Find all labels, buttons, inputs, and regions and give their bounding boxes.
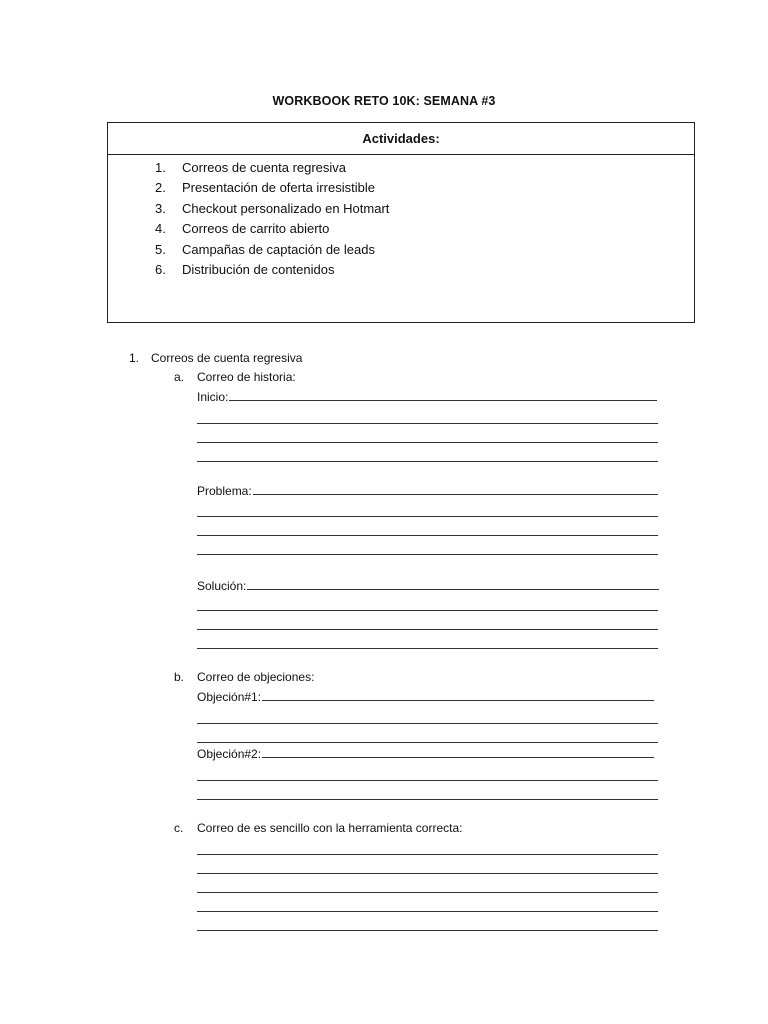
answer-line[interactable] <box>197 610 658 611</box>
answer-line[interactable] <box>197 442 658 443</box>
item-number: 3. <box>155 200 166 216</box>
answer-line[interactable] <box>197 516 658 517</box>
inicio-field[interactable] <box>197 388 657 404</box>
section-1-title <box>129 351 302 365</box>
answer-line[interactable] <box>197 873 658 874</box>
subsection-letter: b. <box>174 670 185 684</box>
answer-line[interactable] <box>197 892 658 893</box>
item-label: Campañas de captación de leads <box>182 241 375 257</box>
answer-line[interactable] <box>197 723 658 724</box>
objecion-1-field[interactable] <box>197 688 654 704</box>
item-number: 4. <box>155 221 166 237</box>
answer-line[interactable] <box>197 930 658 931</box>
problema-label: Problema: <box>197 484 252 498</box>
section-number: 1. <box>129 351 140 365</box>
answer-line[interactable] <box>197 535 658 536</box>
activities-header: Actividades: <box>108 123 694 155</box>
objecion-2-line[interactable] <box>262 757 654 758</box>
subsection-b <box>174 670 314 684</box>
workbook-title: WORKBOOK RETO 10K: SEMANA #3 <box>272 94 496 108</box>
section-label: Correos de cuenta regresiva <box>151 351 303 365</box>
item-label: Presentación de oferta irresistible <box>182 180 375 196</box>
answer-line[interactable] <box>197 799 658 800</box>
item-number: 5. <box>155 241 166 257</box>
answer-line[interactable] <box>197 461 658 462</box>
item-label: Checkout personalizado en Hotmart <box>182 200 390 216</box>
objecion-2-label: Objeción#2: <box>197 747 262 761</box>
objecion-1-line[interactable] <box>262 700 654 701</box>
solucion-field[interactable] <box>197 577 659 593</box>
list-item <box>155 239 389 260</box>
objecion-1-label: Objeción#1: <box>197 690 262 704</box>
problema-line[interactable] <box>253 494 658 495</box>
subsection-letter: a. <box>174 370 185 384</box>
answer-line[interactable] <box>197 854 658 855</box>
item-number: 2. <box>155 180 166 196</box>
answer-line[interactable] <box>197 742 658 743</box>
list-item <box>155 157 389 178</box>
problema-field[interactable] <box>197 482 658 498</box>
answer-line[interactable] <box>197 911 658 912</box>
activities-table <box>107 122 695 323</box>
list-item <box>155 178 389 199</box>
list-item <box>155 260 389 281</box>
item-number: 6. <box>155 262 166 278</box>
answer-line[interactable] <box>197 780 658 781</box>
answer-line[interactable] <box>197 554 658 555</box>
subsection-label: Correo de historia: <box>197 370 296 384</box>
inicio-line[interactable] <box>229 400 657 401</box>
objecion-2-field[interactable] <box>197 745 654 761</box>
answer-line[interactable] <box>197 629 658 630</box>
subsection-label: Correo de es sencillo con la herramienta correcta: <box>197 821 463 835</box>
answer-line[interactable] <box>197 423 658 424</box>
subsection-a <box>174 370 296 384</box>
answer-line[interactable] <box>197 648 658 649</box>
subsection-label: Correo de objeciones: <box>197 670 315 684</box>
item-number: 1. <box>155 159 166 175</box>
solucion-label: Solución: <box>197 579 247 593</box>
item-label: Distribución de contenidos <box>182 262 335 278</box>
list-item <box>155 219 389 240</box>
list-item <box>155 198 389 219</box>
subsection-letter: c. <box>174 821 184 835</box>
inicio-label: Inicio: <box>197 390 229 404</box>
subsection-c <box>174 821 462 835</box>
activities-list <box>155 157 389 280</box>
solucion-line[interactable] <box>247 589 659 590</box>
item-label: Correos de carrito abierto <box>182 221 330 237</box>
item-label: Correos de cuenta regresiva <box>182 159 347 175</box>
